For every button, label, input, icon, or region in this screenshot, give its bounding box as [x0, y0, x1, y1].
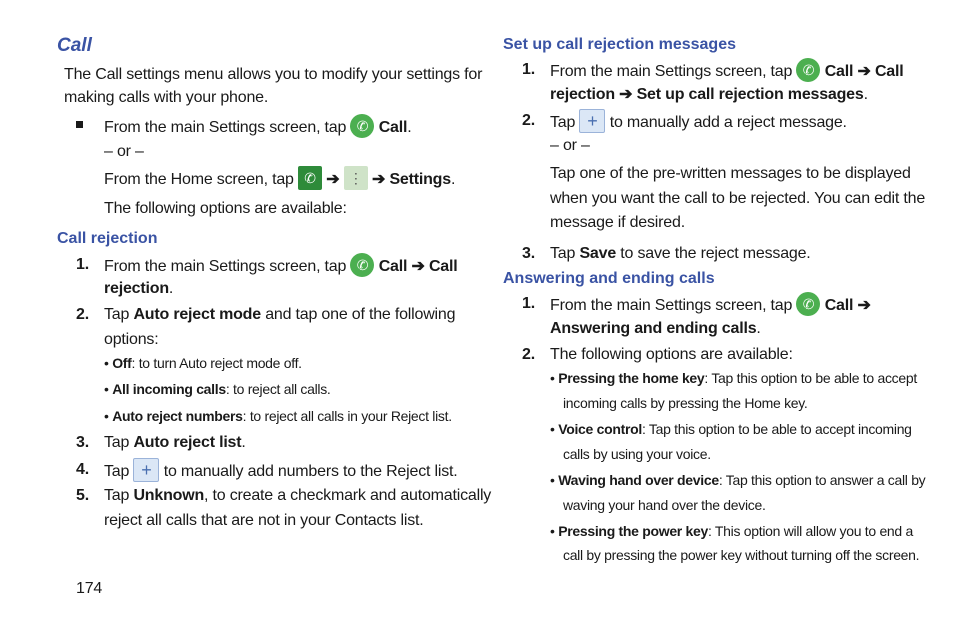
option-off: • Off: to turn Auto reject mode off.	[104, 355, 302, 371]
msg-step-1-line-2: rejection ➔ Set up call rejection messages.	[550, 86, 868, 103]
option-text: : This option will allow you to end a	[708, 523, 913, 539]
msg-alt-line-1: Tap one of the pre-written messages to be displayed	[550, 165, 911, 182]
step-number: 1.	[76, 256, 89, 273]
step-bold: Call ➔ Call	[378, 258, 458, 276]
option-bold: Pressing the power key	[558, 523, 708, 539]
option-voice-control-line-2: calls by using your voice.	[563, 446, 711, 462]
or-separator: – or –	[550, 137, 590, 154]
option-waving-hand-line-2: waving your hand over the device.	[563, 497, 766, 513]
square-bullet-icon	[76, 121, 83, 128]
bullet-settings-line: From the main Settings screen, tap ✆ Call.	[104, 116, 412, 140]
step-text: Tap	[104, 463, 130, 481]
ans-step-1-line-1	[550, 294, 871, 318]
step-number: 1.	[522, 295, 535, 312]
step-5-line-1	[104, 486, 491, 506]
bullet-square	[76, 116, 83, 136]
step-1-line-1	[104, 255, 458, 279]
step-text: From the main Settings screen, tap	[550, 297, 793, 315]
msg-alt-line-3: message if desired.	[550, 214, 685, 231]
intro-line-1: The Call settings menu allows you to modify your settings for	[64, 66, 483, 83]
option-text: : Tap this option to be able to accept	[704, 370, 917, 386]
bullet-text: From the main Settings screen, tap	[104, 119, 347, 137]
option-bold: Voice control	[558, 421, 642, 437]
step-number: 1.	[522, 61, 535, 78]
step-text: , to create a checkmark and automatically	[204, 487, 492, 504]
phone-icon: ✆	[796, 292, 820, 316]
step-1-line-2: rejection.	[104, 280, 174, 297]
step-text: Tap	[104, 306, 130, 323]
step-text: to manually add a reject message.	[609, 114, 847, 132]
add-icon: +	[133, 458, 159, 482]
heading-rejection-messages: Set up call rejection messages	[503, 36, 736, 53]
step-text: to manually add numbers to the Reject list.	[163, 463, 458, 481]
step-bold: rejection	[104, 280, 169, 297]
arrow-1: ➔	[326, 171, 340, 189]
step-2-line-2: options:	[104, 331, 159, 348]
option-power-key-line-2: call by pressing the power key without turning off the screen.	[563, 547, 920, 563]
settings-bold: Settings	[389, 171, 451, 189]
option-waving-hand: • Waving hand over device: Tap this option to answer a call by	[550, 472, 926, 488]
menu-icon: ⋮	[344, 166, 368, 190]
option-bold: Auto reject numbers	[112, 408, 243, 424]
step-bold: rejection ➔ Set up call rejection messages	[550, 86, 864, 103]
option-home-key-line-2: incoming calls by pressing the Home key.	[563, 395, 808, 411]
step-number: 2.	[522, 112, 535, 129]
step-number: 4.	[76, 461, 89, 478]
option-text: : Tap this option to be able to accept incoming	[641, 421, 912, 437]
page-title: Call	[57, 35, 92, 56]
add-icon: +	[579, 109, 605, 133]
option-auto-reject-numbers: • Auto reject numbers: to reject all calls in your Reject list.	[104, 408, 452, 424]
step-text: Tap	[550, 245, 576, 262]
option-all-incoming: • All incoming calls: to reject all calls.	[104, 381, 331, 397]
phone-icon: ✆	[350, 253, 374, 277]
step-3: Tap Auto reject list.	[104, 434, 246, 451]
step-bold: Auto reject mode	[133, 306, 261, 323]
step-bold: Call ➔	[824, 297, 871, 315]
option-power-key: • Pressing the power key: This option will allow you to end a	[550, 523, 913, 539]
phone-icon: ✆	[350, 114, 374, 138]
step-bold: Answering and ending calls	[550, 320, 757, 337]
option-bold: Off	[112, 355, 132, 371]
step-text: to save the reject message.	[620, 245, 811, 262]
home-screen-line: From the Home screen, tap ✆ ➔ ⋮ ➔ Settings.	[104, 168, 455, 192]
page-number: 174	[76, 580, 103, 597]
step-number: 3.	[522, 245, 535, 262]
step-4	[104, 460, 457, 484]
heading-call-rejection: Call rejection	[57, 230, 158, 247]
step-text: and tap one of the following	[265, 306, 456, 323]
msg-step-3	[550, 244, 811, 264]
step-text: Tap	[550, 114, 576, 132]
step-bold: Auto reject list	[133, 434, 242, 451]
option-voice-control: • Voice control: Tap this option to be able to accept incoming	[550, 421, 912, 437]
step-number: 5.	[76, 487, 89, 504]
option-text: : to turn Auto reject mode off.	[131, 355, 302, 371]
step-text: Tap	[104, 434, 130, 451]
msg-alt-line-2: when you want the call to be rejected. You can edit the	[550, 190, 926, 207]
step-text: From the main Settings screen, tap	[550, 63, 793, 81]
msg-step-2	[550, 111, 847, 135]
call-bold: Call	[378, 119, 408, 137]
step-text: Tap	[104, 487, 130, 504]
option-text: : to reject all calls in your Reject list.	[242, 408, 452, 424]
phone-icon: ✆	[796, 58, 820, 82]
step-bold: Save	[579, 245, 617, 262]
ans-step-2: The following options are available:	[550, 346, 793, 363]
step-text: From the main Settings screen, tap	[104, 258, 347, 276]
step-number: 2.	[522, 346, 535, 363]
option-text: : to reject all calls.	[225, 381, 331, 397]
step-number: 2.	[76, 306, 89, 323]
step-5-line-2: reject all calls that are not in your Contacts list.	[104, 512, 424, 529]
or-separator: – or –	[104, 143, 144, 160]
step-bold: Unknown	[133, 487, 205, 504]
following-options: The following options are available:	[104, 200, 347, 217]
dialer-icon: ✆	[298, 166, 322, 190]
step-number: 3.	[76, 434, 89, 451]
msg-step-1-line-1	[550, 60, 904, 84]
option-text: : Tap this option to answer a call by	[718, 472, 926, 488]
option-bold: Pressing the home key	[558, 370, 705, 386]
step-bold: Call ➔ Call	[824, 63, 904, 81]
step-2-line-1	[104, 305, 455, 325]
option-bold: All incoming calls	[112, 381, 226, 397]
option-home-key: • Pressing the home key: Tap this option to be able to accept	[550, 370, 917, 386]
home-text: From the Home screen, tap	[104, 171, 294, 189]
intro-line-2: making calls with your phone.	[64, 89, 269, 106]
option-bold: Waving hand over device	[558, 472, 719, 488]
arrow-2: ➔	[371, 171, 386, 189]
heading-answering: Answering and ending calls	[503, 270, 715, 287]
ans-step-1-line-2: Answering and ending calls.	[550, 320, 761, 337]
